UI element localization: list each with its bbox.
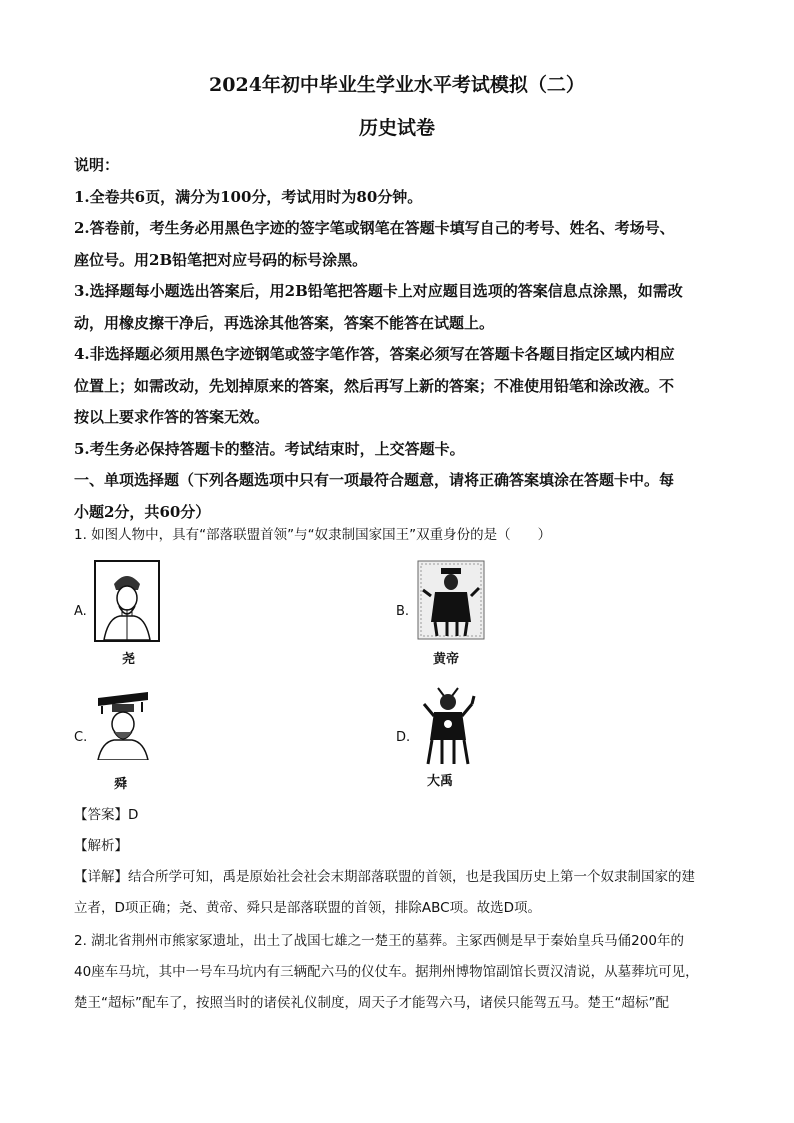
instructions-heading: 说明： — [74, 156, 120, 174]
option-b-letter: B. — [396, 604, 410, 619]
detail-text-2: 立者，D项正确；尧、黄帝、舜只是部落联盟的首领，排除ABC项。故选D项。 — [74, 900, 541, 916]
option-d-caption: 大禹 — [427, 774, 454, 789]
detail-text-1: 结合所学可知，禹是原始社会社会末期部落联盟的首领，也是我国历史上第一个奴隶制国家的建 — [128, 869, 695, 885]
instruction-line: 5.考生务必保持答题卡的整洁。考试结束时，上交答题卡。 — [74, 439, 465, 458]
question-1-text: 1. 如图人物中，具有“部落联盟首领”与“奴隶制国家国王”双重身份的是（ ） — [74, 527, 552, 543]
exam-subtitle: 历史试卷 — [358, 117, 435, 139]
huangdi-portrait-image — [417, 560, 485, 640]
detail-tag: 【详解】 — [74, 869, 128, 885]
option-a-letter: A. — [74, 604, 87, 619]
question-2-line: 2. 湖北省荆州市熊家冢遗址，出土了战国七雄之一楚王的墓葬。主冢西侧是早于秦始皇兵马俑200年的 — [74, 933, 684, 949]
instruction-line: 1.全卷共6页，满分为100分，考试用时为80分钟。 — [74, 187, 423, 206]
option-b-caption: 黄帝 — [433, 652, 460, 667]
dayu-portrait-image — [420, 684, 476, 766]
answer-section — [74, 800, 724, 924]
option-a-caption: 尧 — [122, 652, 136, 667]
section-heading: 小题2分，共60分） — [74, 502, 211, 521]
instruction-line: 4.非选择题必须用黑色字迹钢笔或签字笔作答，答案必须写在答题卡各题目指定区域内相应 — [74, 345, 675, 363]
question-2-line: 40座车马坑，其中一号车马坑内有三辆配六马的仪仗车。据荆州博物馆副馆长贾汉清说，从墓葬坑可见， — [74, 964, 699, 980]
option-d-letter: D. — [396, 730, 411, 745]
answer-line — [74, 800, 724, 831]
section-heading: 一、单项选择题（下列各题选项中只有一项最符合题意，请将正确答案填涂在答题卡中。每 — [74, 471, 675, 489]
exam-title: 2024年初中毕业生学业水平考试模拟（二） — [209, 74, 585, 96]
shun-portrait-image — [92, 688, 154, 760]
instruction-line: 位置上；如需改动，先划掉原来的答案，然后再写上新的答案；不准使用铅笔和涂改液。不 — [74, 376, 675, 395]
question-2 — [74, 926, 724, 1019]
question-1-stem — [74, 520, 724, 551]
instruction-line: 座位号。用2B铅笔把对应号码的标号涂黑。 — [74, 250, 368, 269]
instructions — [74, 150, 724, 528]
instruction-line: 动，用橡皮擦干净后，再选涂其他答案，答案不能答在试题上。 — [74, 313, 495, 332]
question-2-line: 楚王“超标”配车了，按照当时的诸侯礼仪制度，周天子才能驾六马，诸侯只能驾五马。楚王“超标”配 — [74, 995, 669, 1011]
option-c-caption: 舜 — [114, 777, 128, 792]
detail-line — [74, 862, 724, 893]
instruction-line: 2.答卷前，考生务必用黑色字迹的签字笔或钢笔在答题卡填写自己的考号、姓名、考场号、 — [74, 219, 675, 237]
answer-value: D — [128, 807, 139, 823]
instruction-line: 按以上要求作答的答案无效。 — [74, 408, 270, 426]
answer-tag: 【答案】 — [74, 807, 128, 823]
analysis-tag: 【解析】 — [74, 838, 128, 854]
instruction-line: 3.选择题每小题选出答案后，用2B铅笔把答题卡上对应题目选项的答案信息点涂黑，如需改 — [74, 282, 683, 300]
option-c-letter: C. — [74, 730, 88, 745]
yao-portrait-image — [94, 560, 160, 642]
